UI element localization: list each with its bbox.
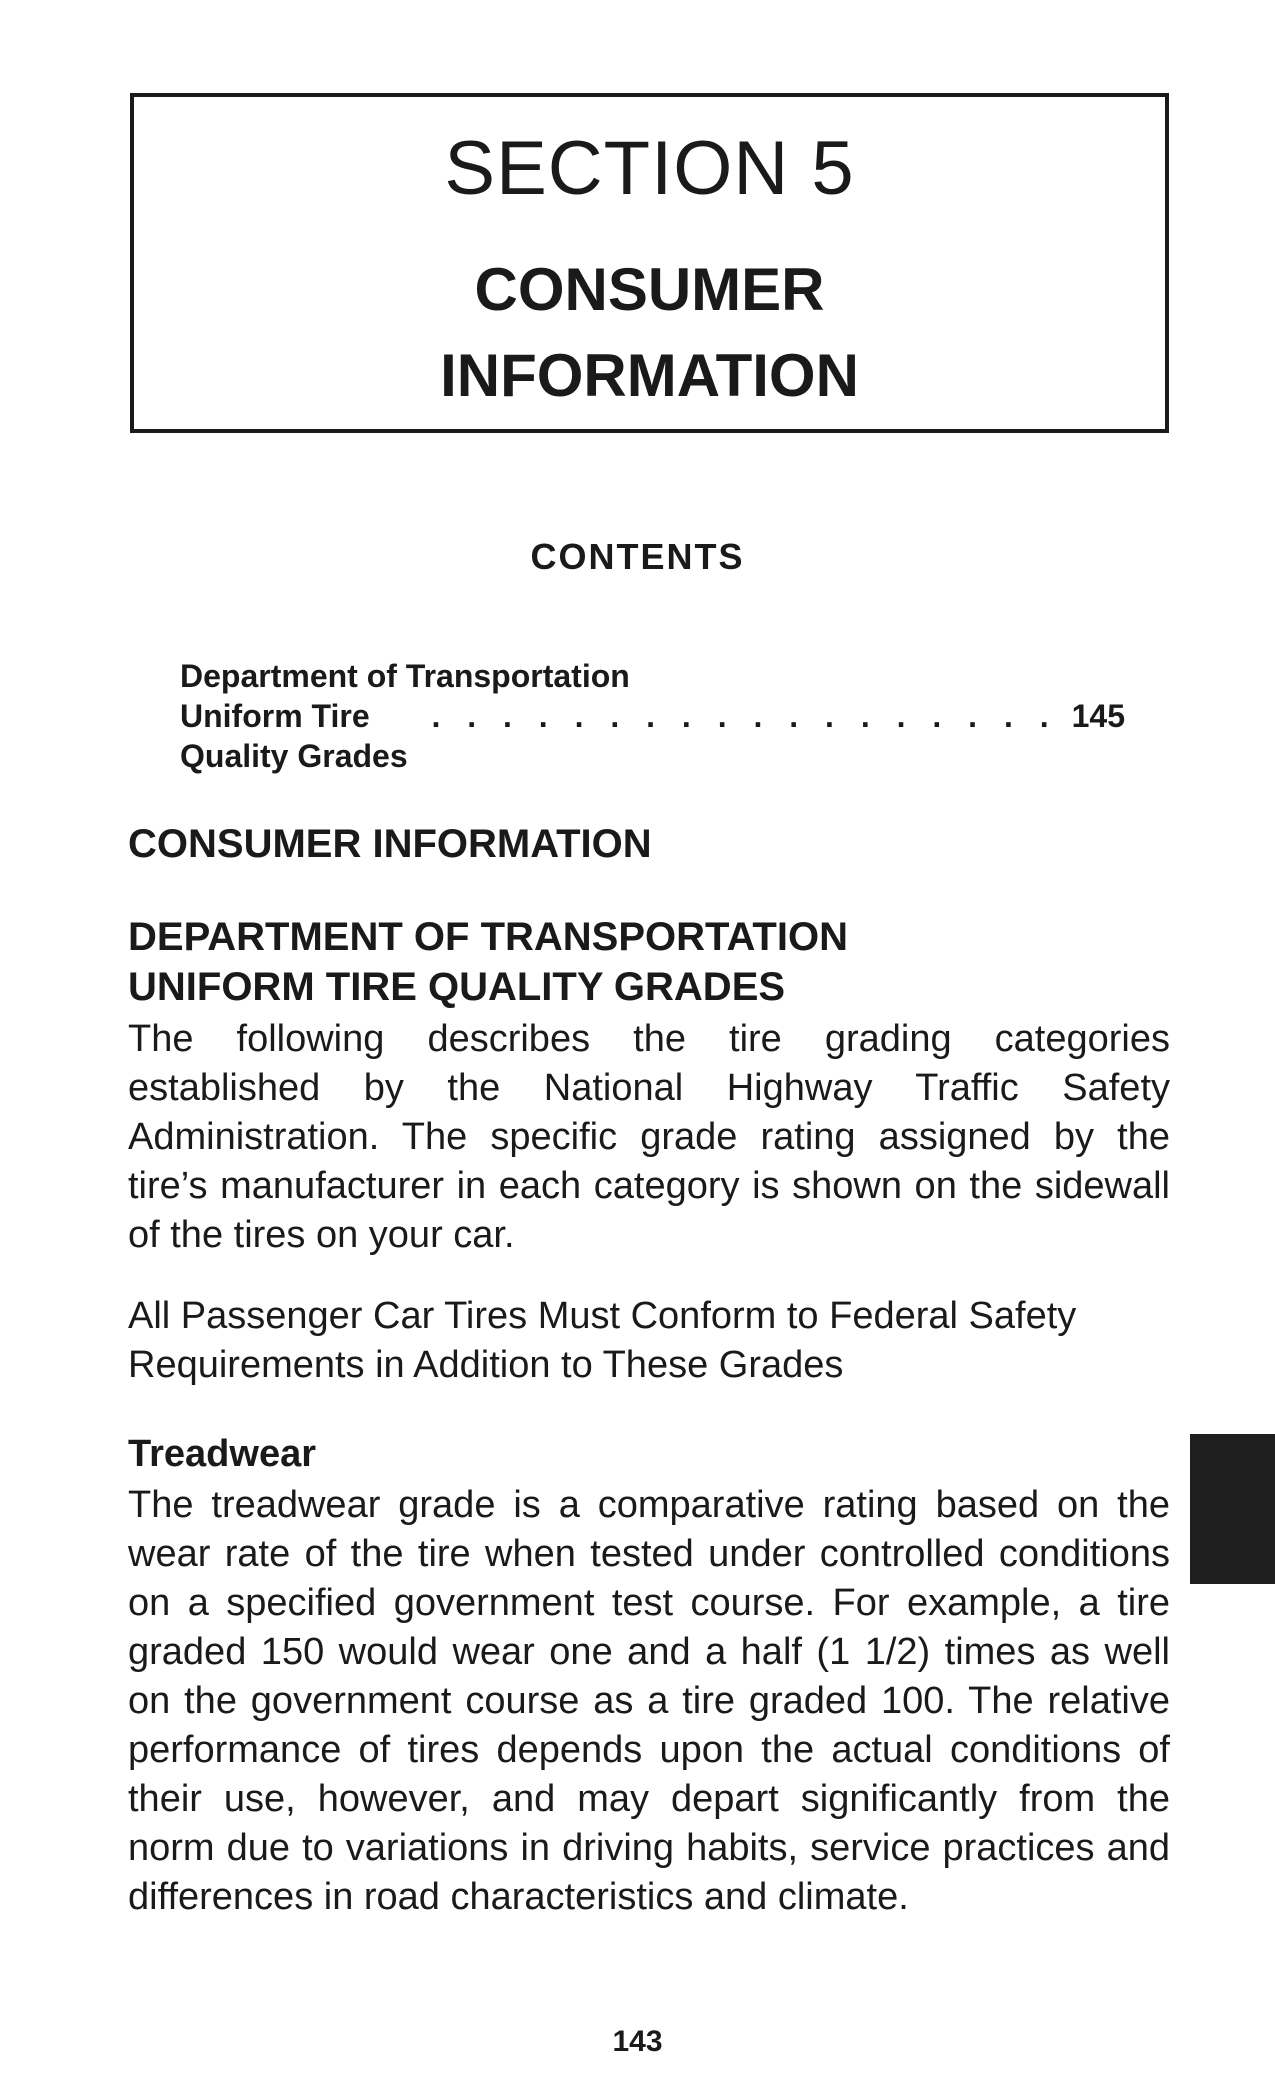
section-thumb-tab bbox=[1190, 1434, 1275, 1584]
section-label: SECTION 5 bbox=[444, 126, 855, 211]
contents-heading: CONTENTS bbox=[530, 536, 745, 577]
treadwear-paragraph: The treadwear grade is a comparative rating based on the wear rate of the tire when tested under controlled conditions on a specified government test course. For example, a tire graded 150 would wear one and a half (1 1/2) times as well on the government course as a tire graded 100. The relative performance of tires depends upon the actual conditions of their use, however, and may depart significantly from the norm due to variations in driving habits, service practices and differences in road characteristics and climate. bbox=[128, 1484, 1170, 1918]
toc-leader-dots: . . . . . . . . . . . . . . . . . . bbox=[431, 698, 1058, 734]
section-title bbox=[134, 247, 1165, 419]
intro-paragraph: The following describes the tire grading categories established by the National Highway Traffic Safety Administration. The specific grade rating assigned by the tire’s manufacturer in each category is shown on the sidewall of the tires on your car. bbox=[128, 1018, 1170, 1256]
toc-entry[interactable] bbox=[180, 656, 1125, 776]
toc-entry-line1: Department of Transportation bbox=[180, 658, 630, 694]
section-title-line1: CONSUMER bbox=[474, 256, 825, 323]
main-heading: CONSUMER INFORMATION bbox=[128, 822, 652, 866]
sub-heading-line2: UNIFORM TIRE QUALITY GRADES bbox=[128, 965, 786, 1009]
section-title-box bbox=[130, 93, 1169, 433]
sub-heading bbox=[128, 912, 848, 1012]
page-number: 143 bbox=[612, 2025, 663, 2058]
toc-page-number: 145 bbox=[1071, 698, 1125, 734]
toc-entry-line2: Uniform Tire Quality Grades bbox=[180, 698, 408, 774]
requirements-paragraph: All Passenger Car Tires Must Conform to Federal Safety Requirements in Addition to These Grades bbox=[128, 1295, 1077, 1386]
sub-heading-line1: DEPARTMENT OF TRANSPORTATION bbox=[128, 915, 848, 959]
section-title-line2: INFORMATION bbox=[440, 342, 859, 409]
treadwear-heading: Treadwear bbox=[128, 1433, 316, 1475]
